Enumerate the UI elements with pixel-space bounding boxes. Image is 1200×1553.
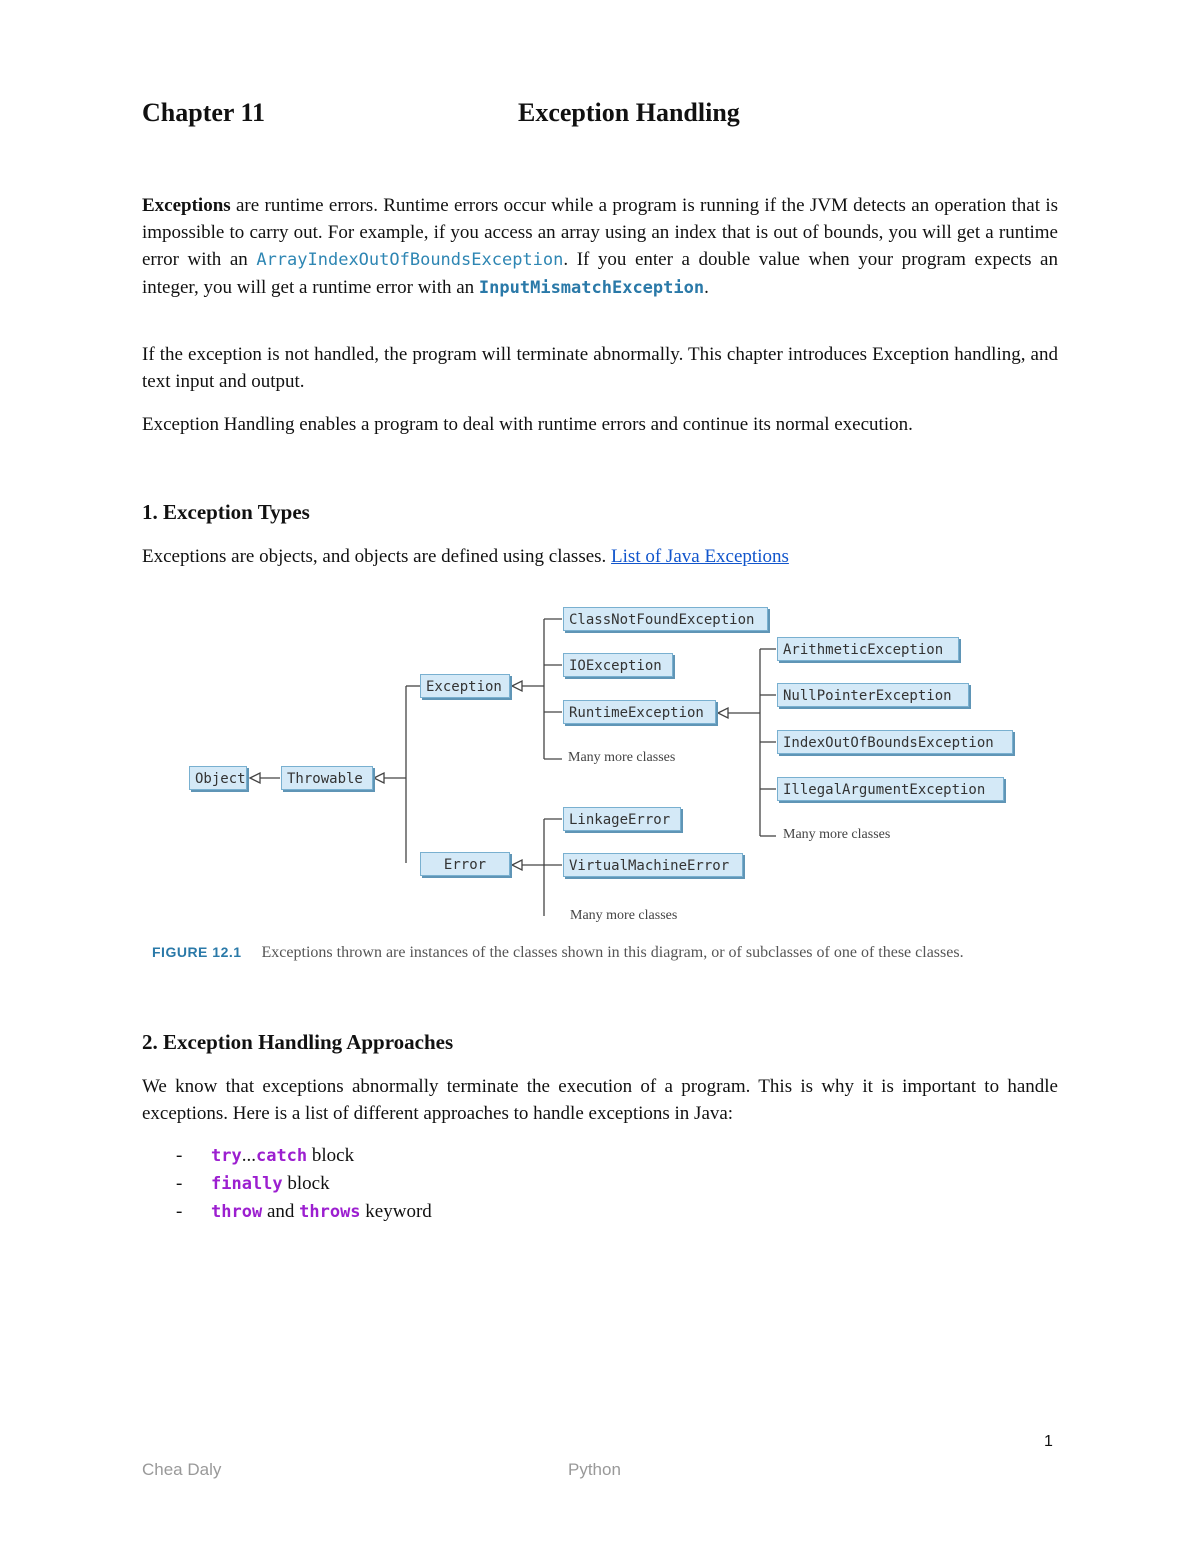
footer-course: Python (568, 1460, 621, 1479)
class-exception: Exception (420, 674, 510, 698)
finally-rest: block (282, 1173, 330, 1194)
intro-text-c: . (704, 277, 709, 298)
intro-paragraph-2: If the exception is not handled, the program will terminate abnormally. This chapter introduces Exception handling, and text input and output. (142, 344, 1058, 392)
class-io-exception: IOException (563, 653, 673, 677)
class-linkage-error: LinkageError (563, 807, 681, 831)
class-index-out-of-bounds-exception: IndexOutOfBoundsException (777, 730, 1013, 754)
section-2-text: We know that exceptions abnormally terminate the execution of a program. This is why it is important to handle exceptions. Here is a list of different approaches to handle exceptions in Java: (142, 1076, 1058, 1124)
list-item-finally (142, 1170, 432, 1198)
intro-paragraph-1 (142, 192, 1058, 302)
java-exceptions-link[interactable]: List of Java Exceptions (611, 546, 789, 567)
intro-text-b: . If you enter a double value when your program expects an integer, you will get a runtime error with an (142, 249, 1058, 298)
input-mismatch-exception-code: InputMismatchException (478, 278, 705, 298)
try-keyword: try (211, 1146, 242, 1166)
throw-throws-connector: and (262, 1201, 300, 1222)
throws-keyword: throws (299, 1202, 361, 1222)
list-item-throw-throws (142, 1198, 432, 1226)
try-catch-separator: ... (241, 1145, 256, 1166)
class-throwable: Throwable (281, 766, 373, 790)
class-runtime-exception: RuntimeException (563, 700, 716, 724)
intro-text-a: are runtime errors. Runtime errors occur while a program is running if the JVM detects an operation that is impossible to carry out. For example, if you access an array using an index that is out of bounds, you will get a runtime error with an (142, 195, 1058, 270)
figure-label: FIGURE 12.1 (152, 944, 242, 960)
class-virtual-machine-error: VirtualMachineError (563, 853, 743, 877)
section-1-text (142, 543, 1058, 570)
throw-keyword: throw (211, 1202, 263, 1222)
class-object: Object (189, 766, 247, 790)
chapter-title (142, 98, 1058, 134)
footer-author: Chea Daly (142, 1460, 222, 1479)
class-arithmetic-exception: ArithmeticException (777, 637, 959, 661)
array-index-exception-code: ArrayIndexOutOfBoundsException (256, 250, 564, 270)
bullet-dash: - (176, 1173, 183, 1194)
runtime-more-classes: Many more classes (783, 827, 891, 842)
error-more-classes: Many more classes (570, 908, 678, 923)
section-1-heading: 1. Exception Types (142, 500, 310, 524)
class-error: Error (420, 852, 510, 876)
list-item-try-catch (142, 1142, 432, 1170)
chapter-number: Chapter 11 (142, 98, 266, 127)
try-catch-rest: block (307, 1145, 355, 1166)
intro-paragraph-3: Exception Handling enables a program to deal with runtime errors and continue its normal execution. (142, 414, 913, 435)
section-1-sentence: Exceptions are objects, and objects are defined using classes. (142, 546, 612, 567)
page-number: 1 (1044, 1433, 1053, 1450)
catch-keyword: catch (255, 1146, 308, 1166)
class-illegal-argument-exception: IllegalArgumentException (777, 777, 1004, 801)
figure-caption-text: Exceptions thrown are instances of the classes shown in this diagram, or of subclasses of one of these classes. (261, 944, 964, 961)
exceptions-term: Exceptions (142, 195, 231, 216)
exception-hierarchy-diagram (0, 590, 1200, 990)
chapter-name: Exception Handling (518, 98, 740, 127)
throw-throws-rest: keyword (360, 1201, 432, 1222)
class-class-not-found-exception: ClassNotFoundException (563, 607, 768, 631)
finally-keyword: finally (211, 1174, 283, 1194)
diagram-connectors (0, 590, 1200, 990)
approaches-list (142, 1142, 432, 1226)
section-2-heading: 2. Exception Handling Approaches (142, 1030, 454, 1054)
exception-more-classes: Many more classes (568, 750, 676, 765)
figure-caption (152, 944, 964, 962)
class-null-pointer-exception: NullPointerException (777, 683, 969, 707)
bullet-dash: - (176, 1201, 183, 1222)
bullet-dash: - (176, 1145, 183, 1166)
